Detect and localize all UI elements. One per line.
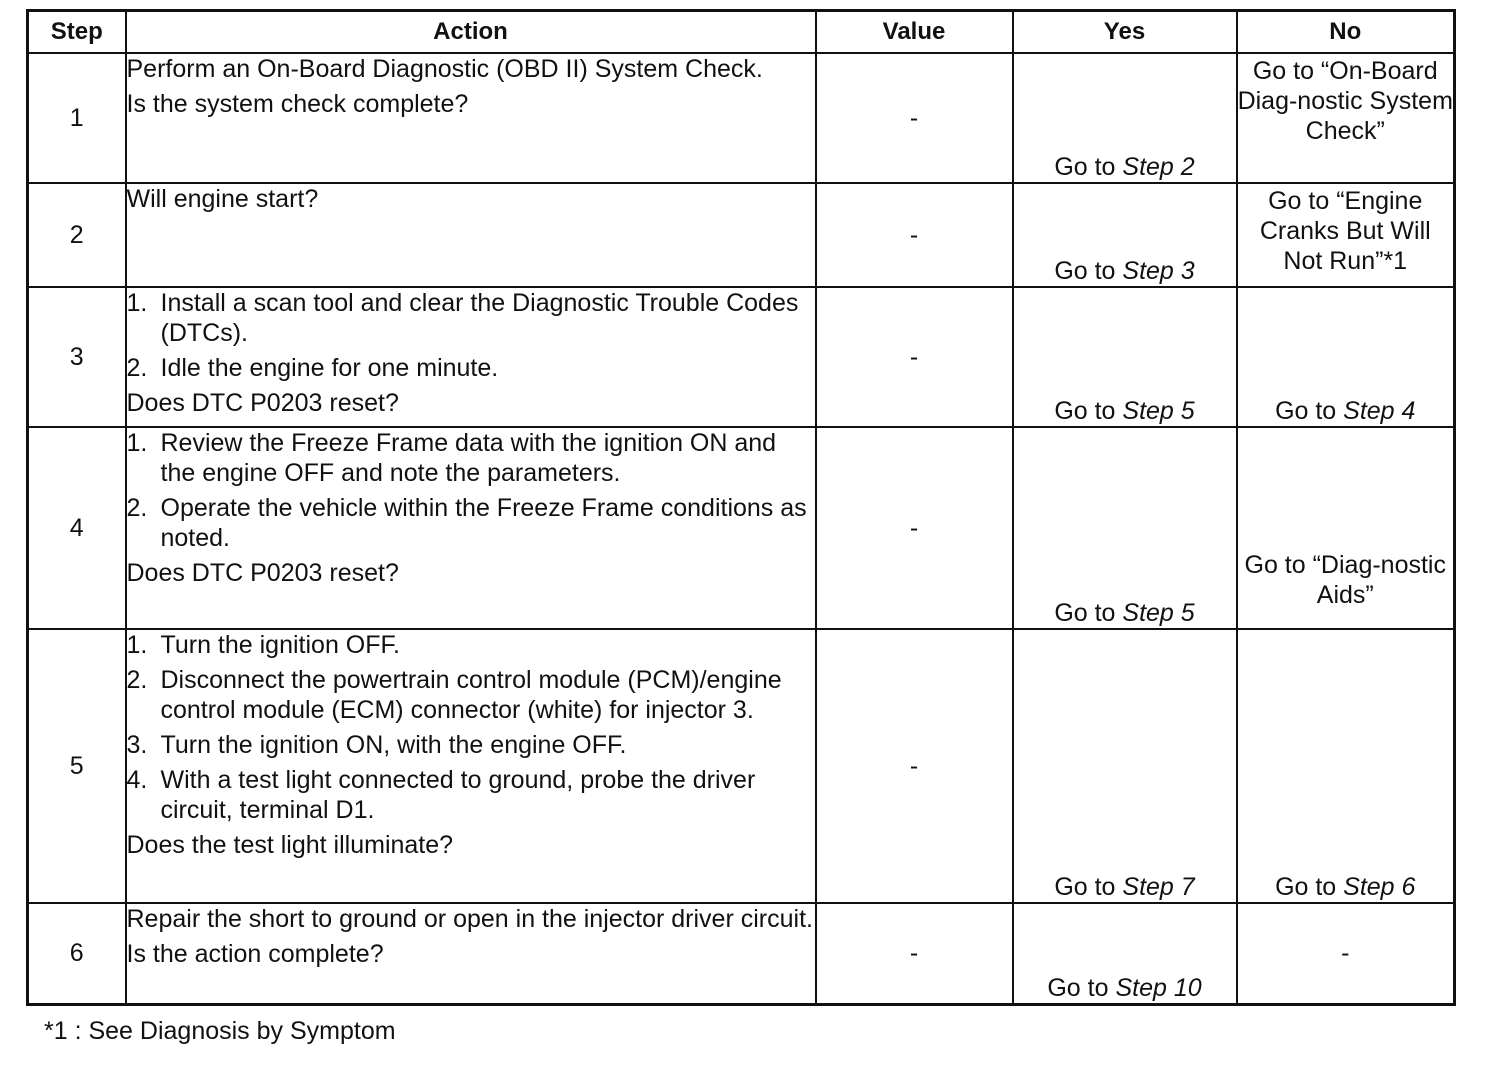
table-header — [28, 11, 1455, 54]
header-step: Step — [28, 11, 126, 54]
action-item — [127, 353, 815, 383]
action-item — [127, 730, 815, 760]
yes-step-ref: Step 2 — [1122, 153, 1195, 181]
yes-prefix: Go to — [1054, 257, 1123, 285]
yes-cell — [1013, 629, 1237, 903]
action-item — [127, 288, 815, 348]
no-cell — [1237, 53, 1455, 183]
yes-cell — [1013, 53, 1237, 183]
no-text: Go to “Engine Cranks But Will Not Run”*1 — [1259, 187, 1431, 275]
action-cell — [126, 903, 816, 1004]
step-number: 5 — [28, 629, 126, 903]
no-text: Go to “Diag-nostic Aids” — [1244, 551, 1446, 609]
action-item — [127, 665, 815, 725]
yes-cell — [1013, 427, 1237, 629]
item-text: Review the Freeze Frame data with the ignition ON and the engine OFF and note the parameters. — [160, 429, 777, 487]
yes-prefix: Go to — [1047, 973, 1116, 1002]
step-number: 4 — [28, 427, 126, 629]
item-number: 4. — [126, 766, 148, 794]
action-text: Repair the short to ground or open in the injector driver circuit. — [126, 905, 813, 933]
item-number: 2. — [126, 666, 148, 694]
value-cell: - — [816, 903, 1013, 1004]
action-question: Does DTC P0203 reset? — [126, 389, 399, 417]
yes-step-ref: Step 5 — [1122, 397, 1195, 425]
no-step-ref: Step 4 — [1343, 397, 1416, 425]
table-row — [28, 903, 1455, 1004]
no-cell — [1237, 629, 1455, 903]
action-cell — [126, 427, 816, 629]
no-text: Go to “On-Board Diag-nostic System Check” — [1237, 57, 1453, 145]
yes-step-ref: Step 3 — [1122, 257, 1195, 285]
item-text: Disconnect the powertrain control module (PCM)/engine control module (ECM) connector (white) for injector 3. — [160, 666, 782, 724]
item-number: 2. — [126, 354, 148, 382]
yes-prefix: Go to — [1054, 873, 1123, 901]
table-row — [28, 53, 1455, 183]
action-cell — [126, 183, 816, 287]
step-number: 1 — [28, 53, 126, 183]
action-text: Perform an On-Board Diagnostic (OBD II) System Check. — [126, 55, 763, 83]
no-prefix: Go to — [1275, 873, 1344, 901]
yes-prefix: Go to — [1054, 599, 1123, 627]
yes-step-ref: Step 5 — [1122, 599, 1195, 627]
value-cell: - — [816, 629, 1013, 903]
action-cell — [126, 53, 816, 183]
step-number: 3 — [28, 287, 126, 427]
no-cell — [1237, 287, 1455, 427]
action-item — [127, 493, 815, 553]
action-item — [127, 765, 815, 825]
yes-cell — [1013, 183, 1237, 287]
action-question: Does the test light illuminate? — [126, 831, 454, 859]
value-cell: - — [816, 53, 1013, 183]
item-number: 2. — [126, 494, 148, 522]
no-cell — [1237, 427, 1455, 629]
no-prefix: Go to — [1275, 397, 1344, 425]
footnote: *1 : See Diagnosis by Symptom — [44, 1017, 396, 1045]
no-cell — [1237, 183, 1455, 287]
header-action: Action — [126, 11, 816, 54]
item-text: Turn the ignition ON, with the engine OFF. — [160, 731, 627, 759]
action-question: Does DTC P0203 reset? — [126, 559, 399, 587]
no-step-ref: Step 6 — [1343, 873, 1416, 901]
header-value: Value — [816, 11, 1013, 54]
header-yes: Yes — [1013, 11, 1237, 54]
header-no: No — [1237, 11, 1455, 54]
item-text: Install a scan tool and clear the Diagnostic Trouble Codes (DTCs). — [160, 289, 799, 347]
action-item — [127, 428, 815, 488]
value-cell: - — [816, 287, 1013, 427]
item-number: 1. — [126, 289, 148, 317]
item-text: Turn the ignition OFF. — [160, 631, 400, 659]
no-cell: - — [1237, 903, 1455, 1004]
action-question: Will engine start? — [126, 185, 319, 213]
yes-step-ref: Step 7 — [1122, 873, 1195, 901]
value-cell: - — [816, 183, 1013, 287]
yes-prefix: Go to — [1054, 397, 1123, 425]
value-cell: - — [816, 427, 1013, 629]
item-number: 3. — [126, 731, 148, 759]
item-number: 1. — [126, 429, 148, 457]
item-number: 1. — [126, 631, 148, 659]
action-item — [127, 630, 815, 660]
item-text: With a test light connected to ground, probe the driver circuit, terminal D1. — [160, 766, 756, 824]
table-row — [28, 629, 1455, 903]
item-text: Idle the engine for one minute. — [160, 354, 499, 382]
yes-step-ref: Step 10 — [1115, 973, 1202, 1002]
yes-prefix: Go to — [1054, 153, 1123, 181]
table-row — [28, 427, 1455, 629]
item-text: Operate the vehicle within the Freeze Frame conditions as noted. — [160, 494, 807, 552]
table-row — [28, 183, 1455, 287]
yes-cell — [1013, 287, 1237, 427]
step-number: 2 — [28, 183, 126, 287]
table-row — [28, 287, 1455, 427]
action-question: Is the action complete? — [126, 940, 384, 968]
yes-cell — [1013, 903, 1237, 1004]
action-cell — [126, 287, 816, 427]
action-cell — [126, 629, 816, 903]
action-question: Is the system check complete? — [126, 90, 469, 118]
diagnostic-table — [26, 9, 1456, 1006]
step-number: 6 — [28, 903, 126, 1004]
